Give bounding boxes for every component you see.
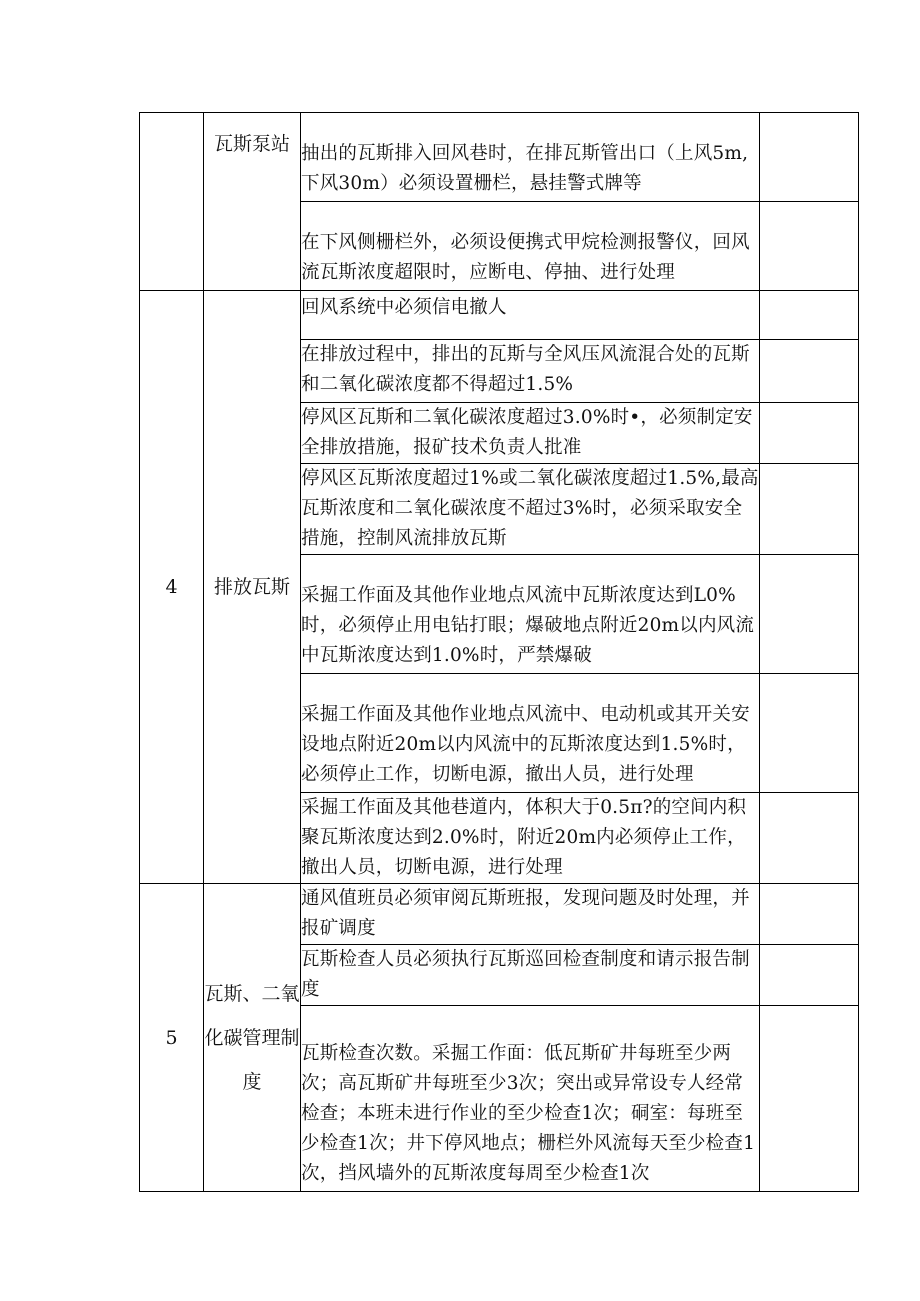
check-cell: [760, 555, 859, 674]
check-cell: [760, 793, 859, 884]
requirement-text: 通风值班员必须审阅瓦斯班报，发现问题及时处理，并报矿调度: [301, 884, 760, 945]
requirement-text: 回风系统中必须信电撤人: [301, 291, 760, 340]
requirement-text: 在下风侧栅栏外，必须设便携式甲烷检测报警仪，回风流瓦斯浓度超限时，应断电、停抽、进行处理: [301, 202, 760, 291]
table-row: [140, 291, 859, 340]
requirement-text: 采掘工作面及其他作业地点风流中、电动机或其开关安设地点附近20m以内风流中的瓦斯浓度达到1.5%时，必须停止工作，切断电源，撤出人员，进行处理: [301, 674, 760, 793]
item-number-4: 4: [140, 291, 204, 884]
table-row: [140, 884, 859, 945]
check-cell: [760, 340, 859, 403]
requirement-text: 在排放过程中，排出的瓦斯与全风压风流混合处的瓦斯和二氧化碳浓度都不得超过1.5%: [301, 340, 760, 403]
check-cell: [760, 884, 859, 945]
requirement-text: 抽出的瓦斯排入回风巷时，在排瓦斯管出口（上风5m,下风30m）必须设置栅栏，悬挂警式牌等: [301, 113, 760, 202]
check-cell: [760, 403, 859, 464]
requirement-text: 瓦斯检查次数。采掘工作面：低瓦斯矿井每班至少两次；高瓦斯矿井每班至少3次；突出或异常设专人经常检查；本班未进行作业的至少检查1次；硐室：每班至少检查1次；井下停风地点；栅栏外风流每天至少检查1次，挡风墙外的瓦斯浓度每周至少检查1次: [301, 1006, 760, 1192]
check-cell: [760, 113, 859, 202]
check-cell: [760, 464, 859, 555]
category-gas-co2-management: 瓦斯、二氧化碳管理制度: [204, 884, 301, 1192]
table-row: [140, 113, 859, 202]
check-cell: [760, 945, 859, 1006]
check-cell: [760, 202, 859, 291]
item-number-5: 5: [140, 884, 204, 1192]
category-gas-discharge: 排放瓦斯: [204, 291, 301, 884]
check-cell: [760, 291, 859, 340]
requirement-text: 瓦斯检查人员必须执行瓦斯巡回检查制度和请示报告制度: [301, 945, 760, 1006]
gas-management-table: [139, 112, 859, 1192]
category-gas-pump-station: 瓦斯泵站: [204, 113, 301, 291]
requirement-text: 采掘工作面及其他作业地点风流中瓦斯浓度达到L0%时，必须停止用电钻打眼；爆破地点附近20m以内风流中瓦斯浓度达到1.0%时，严禁爆破: [301, 555, 760, 674]
requirement-text: 停风区瓦斯浓度超过1%或二氧化碳浓度超过1.5%,最高瓦斯浓度和二氧化碳浓度不超过3%时，必须采取安全措施，控制风流排放瓦斯: [301, 464, 760, 555]
item-number-cell: [140, 113, 204, 291]
requirement-text: 采掘工作面及其他巷道内，体积大于0.5π?的空间内积聚瓦斯浓度达到2.0%时，附近20m内必须停止工作，撤出人员，切断电源，进行处理: [301, 793, 760, 884]
requirement-text: 停风区瓦斯和二氧化碳浓度超过3.0%时•，必须制定安全排放措施，报矿技术负责人批准: [301, 403, 760, 464]
check-cell: [760, 1006, 859, 1192]
check-cell: [760, 674, 859, 793]
